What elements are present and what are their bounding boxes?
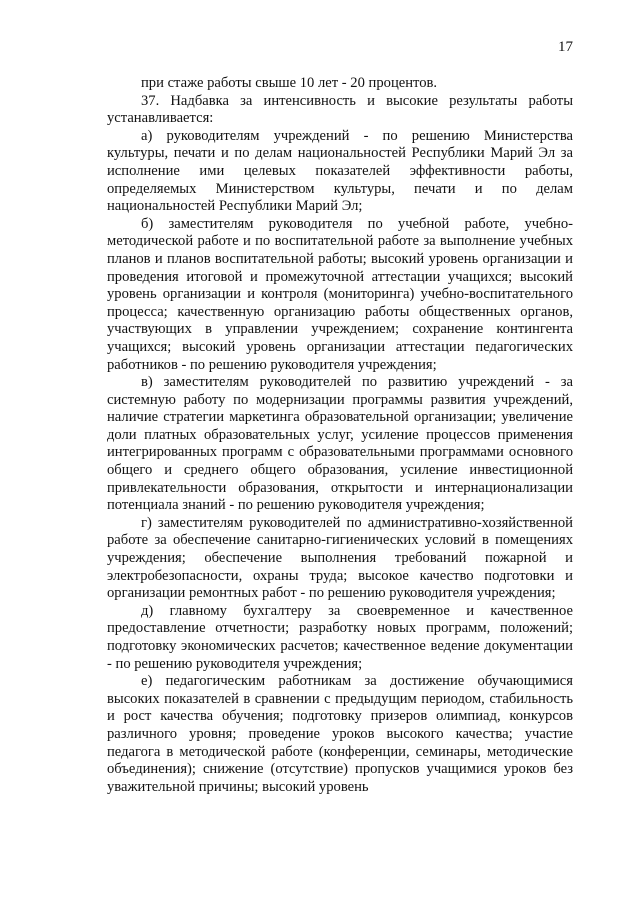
page-number: 17 [558,39,573,55]
paragraph-37g: г) заместителям руководителей по административно-хозяйственной работе за обеспечение санитарно-гигиенических условий в помещениях учреждения; обеспечение выполнения требований пожарной и электробезопасности, охраны труда; высокое качество подготовки и организации ремонтных работ - по решению руководителя учреждения; [107,514,573,602]
paragraph-37b: б) заместителям руководителя по учебной работе, учебно-методической работе и по воспитательной работе за выполнение учебных планов и планов воспитательной работы; высокий уровень организации и проведения итоговой и промежуточной аттестации учащихся; высокий уровень организации и контроля (мониторинга) учебно-воспитательного процесса; качественную организацию работы общественных органов, участвующих в управлении учреждением; сохранение контингента учащихся; высокий уровень организации аттестации педагогических работников - по решению руководителя учреждения; [107,215,573,373]
paragraph-37a: а) руководителям учреждений - по решению Министерства культуры, печати и по делам национальностей Республики Марий Эл за исполнение ими целевых показателей эффективности работы, определяемых Министерством культуры, печати и по делам национальностей Республики Марий Эл; [107,127,573,215]
paragraph-37v: в) заместителям руководителей по развитию учреждений - за системную работу по модернизации программы развития учреждений, наличие стратегии маркетинга образовательной организации; увеличение доли платных образовательных услуг, усиление процессов применения интегрированных программ с образовательными программами основного общего и среднего общего образования, усиление инвестиционной привлекательности образования, открытости и интернационализации потенциала знаний - по решению руководителя учреждения; [107,374,573,514]
paragraph-stazh: при стаже работы свыше 10 лет - 20 процентов. [141,75,438,91]
document-body [107,75,573,796]
paragraph-37d: д) главному бухгалтеру за своевременное и качественное предоставление отчетности; разработку новых программ, положений; подготовку экономических расчетов; качественное ведение документации - по решению руководителя учреждения; [107,602,573,672]
paragraph-37-intro: 37. Надбавка за интенсивность и высокие результаты работы устанавливается: [107,92,573,127]
paragraph-37e: е) педагогическим работникам за достижение обучающимися высоких показателей в сравнении с предыдущим периодом, стабильность и рост качества обучения; подготовку призеров олимпиад, конкурсов различного уровня; проведение уроков высокого качества; участие педагога в методической работе (конференции, семинары, методические объединения); снижение (отсутствие) пропусков учащимися уроков без уважительной причины; высокий уровень [107,673,573,795]
